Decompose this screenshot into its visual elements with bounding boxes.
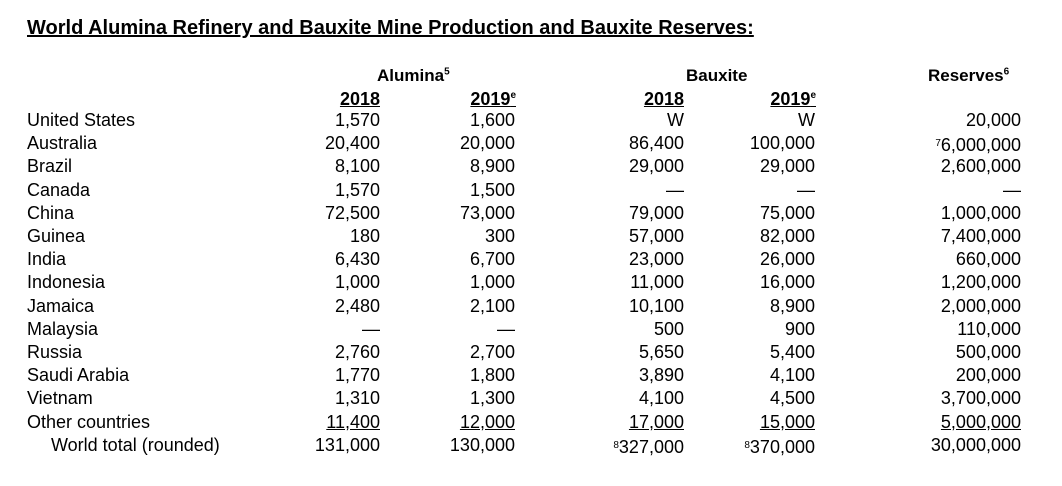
- cell-b2019: 82,000: [759, 226, 815, 246]
- cell-b2019: 4,500: [769, 388, 815, 409]
- cell-a2019: 2,100: [469, 295, 515, 316]
- country-name: Guinea: [27, 226, 86, 246]
- cell-res: 110,000: [957, 318, 1021, 339]
- cell-b2019: 29,000: [759, 156, 815, 177]
- country-name: China: [27, 202, 75, 223]
- footnote-marker: 8: [613, 439, 619, 451]
- country-name: Australia: [27, 133, 98, 154]
- cell-a2018: 1,310: [334, 388, 380, 409]
- cell-b2018: 5,650: [638, 342, 684, 362]
- cell-b2019: 16,000: [759, 272, 815, 293]
- country-name: Russia: [27, 342, 83, 362]
- cell-a2019: 300: [484, 226, 515, 246]
- table-row: [0, 341, 1062, 364]
- cell-b2018: 29,000: [628, 156, 684, 177]
- cell-a2019: 1,800: [469, 365, 515, 386]
- cell-a2019: 20,000: [459, 133, 515, 154]
- table-row: [0, 364, 1062, 387]
- cell-a2018: 72,500: [324, 202, 380, 223]
- cell-a2018: 131,000: [314, 434, 380, 455]
- cell-b2018: 86,400: [628, 133, 684, 154]
- cell-a2018: 8,100: [334, 156, 380, 177]
- cell-b2019: 8,900: [769, 295, 815, 316]
- cell-b2018: 500: [653, 318, 684, 339]
- country-name: Canada: [27, 179, 91, 200]
- table-row: [0, 155, 1062, 178]
- cell-a2019: 73,000: [459, 202, 515, 223]
- cell-res: 200,000: [955, 365, 1021, 386]
- table-row: [0, 271, 1062, 294]
- cell-b2019: 4,100: [769, 365, 815, 386]
- country-name: Saudi Arabia: [27, 365, 130, 386]
- cell-b2019: W: [798, 110, 815, 130]
- cell-b2018: $^8$327,000: [613, 436, 684, 457]
- cell-b2019: 75,000: [759, 202, 815, 223]
- footnote-marker: 7: [935, 138, 941, 150]
- cell-a2019: 6,700: [469, 249, 515, 270]
- table-row: [0, 318, 1062, 341]
- cell-a2018: 1,570: [334, 110, 380, 130]
- cell-a2018: 1,570: [334, 179, 380, 200]
- country-name: India: [27, 249, 67, 270]
- cell-b2019: —: [797, 179, 815, 200]
- table-row: [0, 411, 1062, 434]
- table-row: [0, 248, 1062, 271]
- cell-b2019: 100,000: [749, 133, 815, 154]
- cell-res: 2,600,000: [940, 156, 1021, 177]
- cell-a2018: 1,000: [334, 272, 380, 293]
- cell-b2018: —: [666, 179, 684, 200]
- cell-res: 5,000,000: [940, 411, 1021, 432]
- cell-res: $^7$6,000,000: [935, 135, 1021, 156]
- cell-res: 7,400,000: [940, 226, 1021, 246]
- cell-res: 660,000: [955, 249, 1021, 270]
- cell-a2018: 2,760: [334, 342, 380, 362]
- cell-a2019: 12,000: [459, 411, 515, 432]
- group-header-bauxite: Bauxite: [686, 66, 748, 85]
- cell-res: 1,200,000: [940, 272, 1021, 293]
- country-name: Vietnam: [27, 388, 93, 409]
- table-row: [0, 179, 1062, 202]
- cell-b2018: W: [667, 110, 684, 130]
- cell-b2018: 3,890: [638, 365, 684, 386]
- table-row: [0, 387, 1062, 410]
- group-header-alumina: Alumina$^5$: [377, 66, 450, 85]
- cell-a2019: 8,900: [469, 156, 515, 177]
- cell-a2018: 20,400: [324, 133, 380, 154]
- cell-res: 3,700,000: [940, 388, 1021, 409]
- cell-a2019: —: [497, 318, 515, 339]
- cell-res: 2,000,000: [940, 295, 1021, 316]
- country-name: United States: [27, 110, 136, 130]
- cell-a2019: 1,500: [469, 179, 515, 200]
- cell-a2018: 11,400: [326, 411, 380, 432]
- cell-b2019: 15,000: [759, 411, 815, 432]
- table-row: [0, 295, 1062, 318]
- cell-res: 20,000: [965, 110, 1021, 130]
- footnote-marker: 8: [744, 439, 750, 451]
- subhead-alumina-2018: 2018: [339, 89, 380, 109]
- cell-res: 30,000,000: [930, 434, 1021, 455]
- cell-a2019: 2,700: [469, 342, 515, 362]
- cell-a2018: 6,430: [334, 249, 380, 270]
- cell-b2018: 23,000: [628, 249, 684, 270]
- subhead-bauxite-2018: 2018: [643, 89, 684, 109]
- cell-b2018: 79,000: [628, 202, 684, 223]
- cell-a2019: 130,000: [449, 434, 515, 455]
- country-name: Indonesia: [27, 272, 106, 293]
- group-header-reserves: Reserves$^6$: [928, 66, 1010, 85]
- cell-b2018: 57,000: [628, 226, 684, 246]
- cell-b2019: 26,000: [759, 249, 815, 270]
- cell-res: 500,000: [955, 342, 1021, 362]
- cell-a2019: 1,300: [469, 388, 515, 409]
- cell-a2018: 180: [349, 226, 380, 246]
- country-name: Jamaica: [27, 295, 95, 316]
- cell-a2018: 2,480: [334, 295, 380, 316]
- table-row: [0, 132, 1062, 155]
- country-name: World total (rounded): [51, 434, 220, 455]
- cell-a2019: 1,000: [469, 272, 515, 293]
- cell-a2018: 1,770: [334, 365, 380, 386]
- subhead-alumina-2019: 2019e: [470, 89, 516, 109]
- cell-a2019: 1,600: [469, 110, 515, 130]
- country-name: Brazil: [27, 156, 73, 177]
- cell-res: 1,000,000: [940, 202, 1021, 223]
- cell-res: —: [1003, 179, 1021, 200]
- country-name: Malaysia: [27, 318, 99, 339]
- table-row: [0, 202, 1062, 225]
- cell-b2018: 4,100: [638, 388, 684, 409]
- table-title: World Alumina Refinery and Bauxite Mine Production and Bauxite Reserves:: [27, 17, 754, 39]
- table-row: [0, 225, 1062, 248]
- cell-b2019: 5,400: [769, 342, 815, 362]
- country-name: Other countries: [27, 411, 151, 432]
- cell-b2018: 11,000: [630, 272, 684, 293]
- cell-b2019: 900: [784, 318, 815, 339]
- cell-b2019: $^8$370,000: [744, 436, 815, 457]
- table-row: [0, 109, 1062, 132]
- cell-a2018: —: [362, 318, 380, 339]
- total-row: [0, 434, 1062, 457]
- cell-b2018: 17,000: [628, 411, 684, 432]
- cell-b2018: 10,100: [628, 295, 684, 316]
- subhead-bauxite-2019: 2019e: [770, 89, 816, 109]
